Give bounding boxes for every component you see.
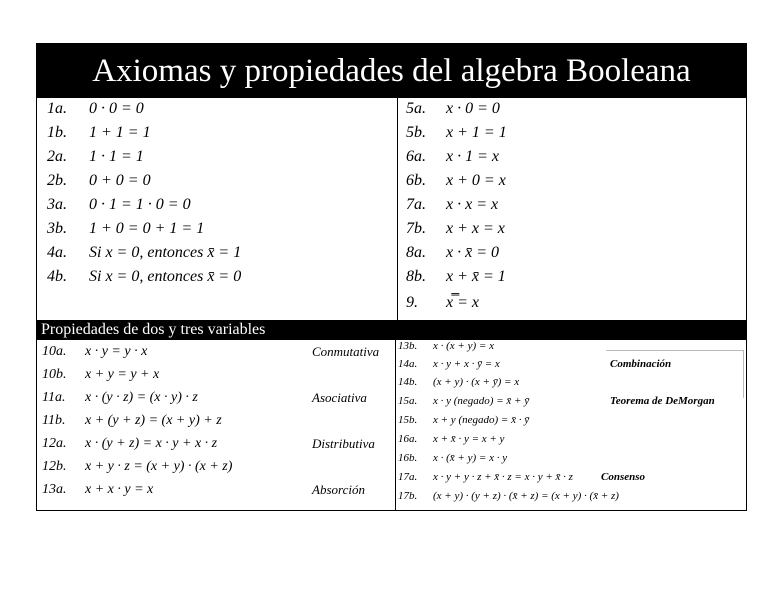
section-header: Propiedades de dos y tres variables (37, 320, 746, 340)
axioms-left-column: 1a. 0 · 0 = 0 1b. 1 + 1 = 1 2a. 1 · 1 = 1 2b. 0 + 0 = 0 3a. 0 · 1 = 1 · 0 = 0 3b. 1 + 0 = 0 + 1 = 1 4a. Si x = 0, entonces x̄ = 1 4b. Si x = 0, entonces x̄ = 0 (37, 98, 398, 320)
divider (606, 350, 744, 351)
boolean-algebra-table (36, 43, 747, 511)
properties-right-column: 13b. x · (x + y) = x 14a. x · y + x · ȳ = x Combinación 14b. (x + y) · (x + ȳ) = x 15a. x · y (negado) = x̄ + ȳ Teorema de DeMorgan 15b. x + y (negado) = x̄ · ȳ 16a. x + x̄ · y = x + y 16b. x · (x̄ + y) = x · y 17a. x · y + y · z + x̄ · z = x · y + x̄ · z Consenso 17b. (x + y) · (y + z) · (x̄ + z) = (x + y) · (x̄ + z) (396, 340, 746, 510)
properties-left-column: 10a. x · y = y · x Conmutativa 10b. x + y = y + x 11a. x · (y · z) = (x · y) · z Asociativa 11b. x + (y + z) = (x + y) + z 12a. x · (y + z) = x · y + x · z Distributiva 12b. x + y · z = (x + y) · (x + z) 13a. x + x · y = x Absorción (37, 340, 396, 510)
divider (743, 350, 744, 398)
page-title: Axiomas y propiedades del algebra Booleana (37, 44, 746, 98)
axioms-right-column: 5a. x · 0 = 0 5b. x + 1 = 1 6a. x · 1 = x 6b. x + 0 = x 7a. x · x = x 7b. x + x = x 8a. x · x̄ = 0 8b. x + x̄ = 1 9. x̿ = x (406, 100, 507, 311)
